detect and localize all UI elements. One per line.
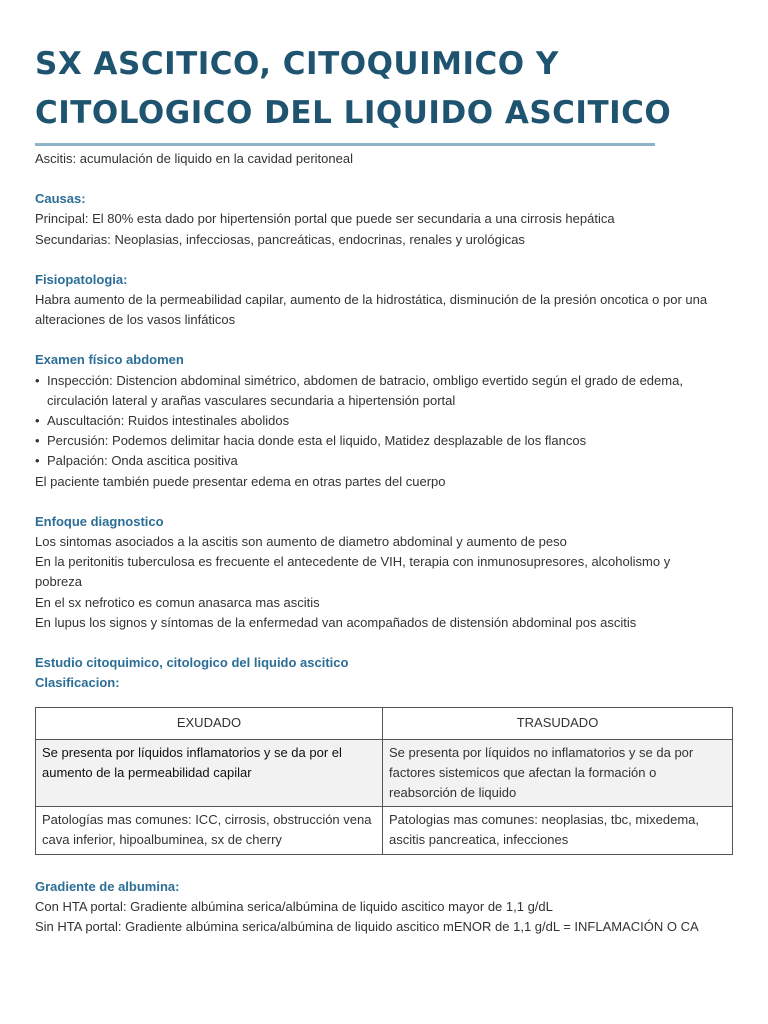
enfoque-line: En la peritonitis tuberculosa es frecuente el antecedente de VIH, terapia con inmunosupresores, alcoholismo y pobreza: [35, 554, 671, 590]
header-trasudado: TRASUDADO: [383, 708, 733, 739]
list-item: • Auscultación: Ruidos intestinales abolidos: [35, 411, 735, 431]
enfoque-line: Los sintomas asociados a la ascitis son aumento de diametro abdominal y aumento de peso: [35, 534, 567, 550]
table-cell: Se presenta por líquidos no inflamatorios y se da por factores sistemicos que afectan la formación o reabsorción de liquido: [383, 739, 733, 807]
list-item: • Inspección: Distencion abdominal simétrico, abdomen de batracio, ombligo evertido según el grado de edema, circulación lateral y arañas vasculares secundaria a hipertensión portal: [35, 371, 735, 411]
table-cell: Se presenta por líquidos inflamatorios y se da por el aumento de la permeabilidad capilar: [36, 739, 383, 807]
enfoque-line: En lupus los signos y síntomas de la enfermedad van acompañados de distensión abdominal pos ascitis: [35, 614, 637, 630]
estudio-section: [35, 653, 735, 855]
list-item: • Percusión: Podemos delimitar hacia donde esta el liquido, Matidez desplazable de los flancos: [35, 431, 735, 451]
header-exudado: EXUDADO: [36, 708, 383, 739]
title-underline: [35, 143, 655, 146]
enfoque-section: [35, 512, 735, 633]
gradiente-line: Sin HTA portal: Gradiente albúmina serica/albúmina de liquido ascitico mENOR de 1,1 g/dL = INFLAMACIÓN O CA: [35, 919, 699, 935]
examen-heading: Examen físico abdomen: [35, 352, 184, 368]
table-row: [36, 739, 733, 807]
causas-line: Secundarias: Neoplasias, infecciosas, pancreáticas, endocrinas, renales y urológicas: [35, 231, 525, 247]
clasificacion-heading: Clasificacion:: [35, 675, 120, 691]
estudio-heading: Estudio citoquimico, citologico del liquido ascitico: [35, 655, 349, 671]
intro-text: Ascitis: acumulación de liquido en la cavidad peritoneal: [35, 151, 353, 166]
causas-line: Principal: El 80% esta dado por hipertensión portal que puede ser secundaria a una cirrosis hepática: [35, 211, 615, 227]
document-title: SX ASCITICO, CITOQUIMICO Y CITOLOGICO DEL LIQUIDO ASCITICO: [35, 46, 672, 131]
examen-note: El paciente también puede presentar edema en otras partes del cuerpo: [35, 473, 446, 489]
fisiopatologia-line: Habra aumento de la permeabilidad capilar, aumento de la hidrostática, disminución de la presión oncotica o por una: [35, 292, 708, 308]
gradiente-heading: Gradiente de albumina:: [35, 878, 180, 894]
gradiente-section: [35, 877, 735, 938]
table-row: [36, 807, 733, 854]
table-cell: Patologías mas comunes: ICC, cirrosis, obstrucción vena cava inferior, hipoalbuminea, sx de cherry: [36, 807, 383, 854]
causas-heading: Causas:: [35, 191, 86, 207]
examen-section: [35, 350, 735, 491]
table-cell: Patologias mas comunes: neoplasias, tbc, mixedema, ascitis pancreatica, infecciones: [383, 807, 733, 854]
fisiopatologia-heading: Fisiopatologia:: [35, 271, 128, 287]
fisiopatologia-line: alteraciones de los vasos linfáticos: [35, 312, 236, 328]
causas-section: [35, 189, 735, 250]
classification-table: [35, 707, 733, 854]
examen-list: [35, 371, 735, 472]
list-item: • Palpación: Onda ascitica positiva: [35, 451, 735, 471]
document-page: [35, 0, 735, 937]
fisiopatologia-section: [35, 270, 735, 331]
enfoque-heading: Enfoque diagnostico: [35, 513, 164, 529]
gradiente-line: Con HTA portal: Gradiente albúmina serica/albúmina de liquido ascitico mayor de 1,1 g/dL: [35, 898, 553, 914]
table-header-row: [36, 708, 733, 739]
enfoque-line: En el sx nefrotico es comun anasarca mas ascitis: [35, 594, 320, 610]
